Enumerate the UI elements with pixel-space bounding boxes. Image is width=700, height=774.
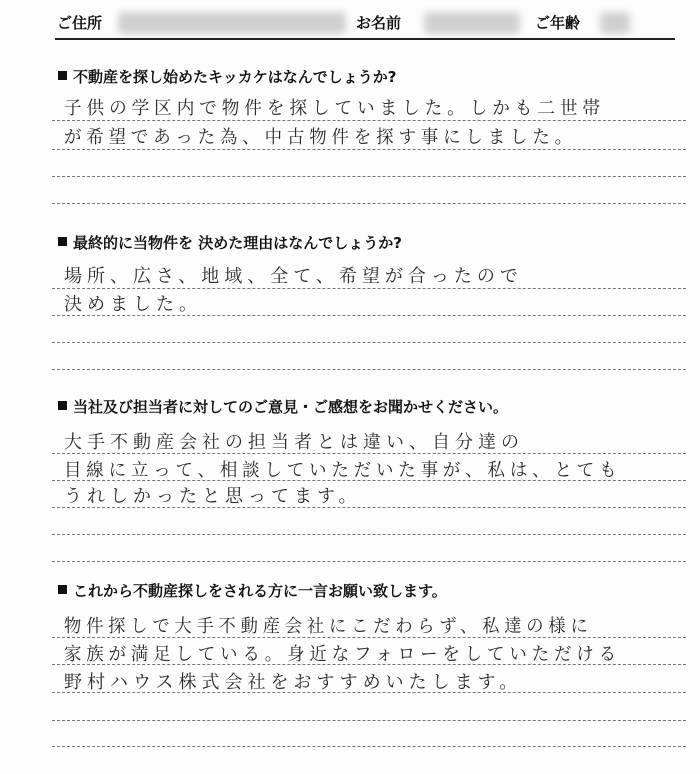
age-label: ご年齢 — [535, 14, 581, 32]
address-redacted — [118, 12, 346, 34]
answer-rule — [52, 342, 686, 343]
answer-rule — [52, 692, 686, 693]
answer-rule — [52, 369, 686, 370]
answer-rule — [52, 149, 686, 150]
answer-rule — [52, 315, 686, 316]
answer-rule — [52, 507, 686, 508]
handwritten-answer-line: 決めました。 — [64, 294, 202, 315]
name-redacted — [424, 12, 520, 34]
bullet-square-icon — [58, 585, 67, 594]
question-trigger — [58, 66, 396, 87]
answer-rule — [52, 203, 686, 204]
question-text: これから不動産探しをされる方に一言お願い致します。 — [73, 582, 447, 600]
question-text: 当社及び担当者に対してのご意見・ご感想をお聞かせください。 — [73, 398, 509, 416]
answer-rule — [52, 288, 686, 289]
address-label: ご住所 — [57, 14, 103, 32]
answer-rule — [52, 453, 686, 454]
handwritten-answer-line: 大手不動産会社の担当者とは違い、自分達の — [64, 432, 524, 453]
answer-rule — [52, 664, 686, 665]
question-reason — [58, 232, 402, 253]
bullet-square-icon — [58, 71, 67, 80]
handwritten-answer-line: うれしかったと思ってます。 — [64, 486, 362, 507]
name-label: お名前 — [356, 14, 402, 32]
age-redacted — [600, 12, 630, 34]
handwritten-answer-line: が希望であった為、中古物件を探す事にしました。 — [64, 127, 577, 148]
question-advice — [58, 580, 447, 601]
handwritten-answer-line: 子供の学区内で物件を探していました。しかも二世帯 — [64, 98, 605, 119]
question-opinion — [58, 396, 508, 417]
header-underline — [55, 38, 675, 40]
bullet-square-icon — [58, 237, 67, 246]
answer-rule — [52, 120, 686, 121]
handwritten-answer-line: 野村ハウス株式会社をおすすめいたします。 — [64, 672, 523, 693]
header-row — [0, 0, 700, 44]
handwritten-answer-line: 場所、広さ、地域、全て、希望が合ったので — [64, 266, 523, 287]
answer-rule — [52, 720, 686, 721]
answer-rule — [52, 534, 686, 535]
handwritten-answer-line: 家族が満足している。身近なフォローをしていただける — [64, 644, 621, 665]
bullet-square-icon — [58, 401, 67, 410]
answer-rule — [52, 637, 686, 638]
handwritten-answer-line: 物件探しで大手不動産会社にこだわらず、私達の様に — [64, 616, 593, 637]
question-text: 不動産を探し始めたキッカケはなんでしょうか? — [73, 68, 397, 86]
answer-rule — [52, 561, 686, 562]
handwritten-answer-line: 目線に立って、相談していただいた事が、私は、とても — [64, 460, 622, 481]
question-text: 最終的に当物件を 決めた理由はなんでしょうか? — [73, 234, 402, 252]
answer-rule — [52, 480, 686, 481]
answer-rule — [52, 746, 686, 747]
answer-rule — [52, 176, 686, 177]
